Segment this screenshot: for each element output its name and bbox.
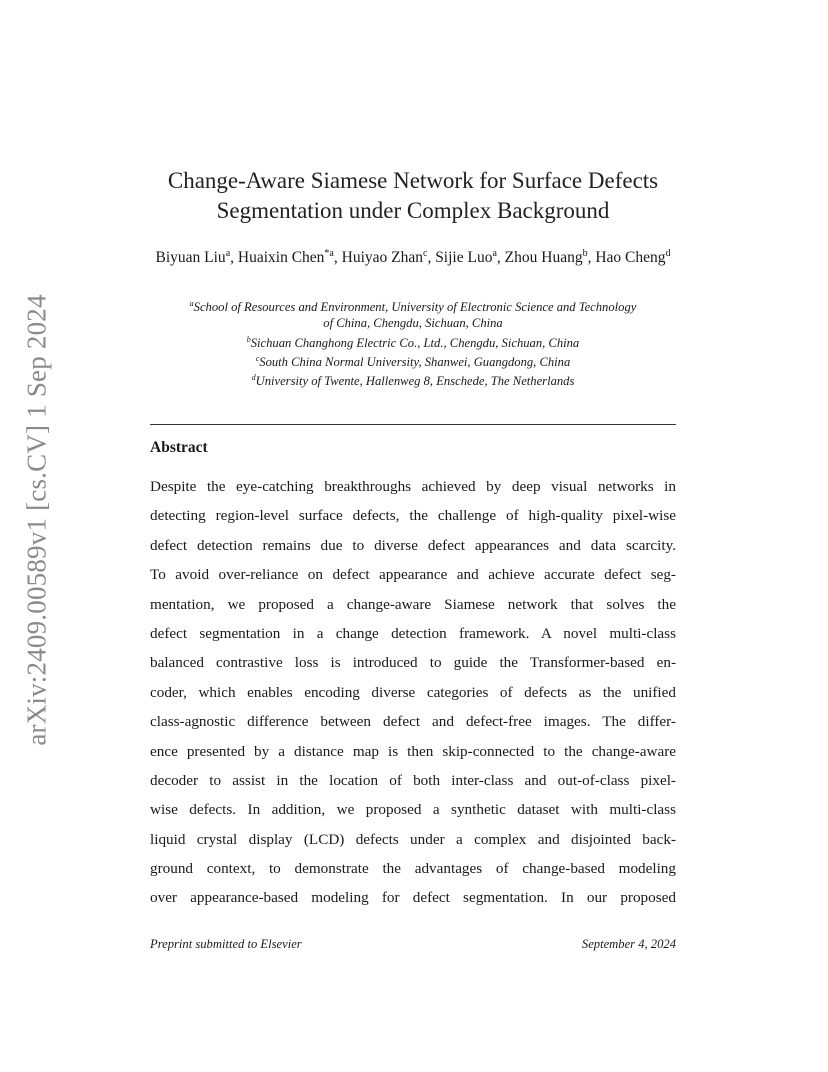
affiliation: $^a$School of Resources and Environment, University of Electronic Science and Technology bbox=[189, 299, 637, 315]
title-line-2: Segmentation under Complex Background bbox=[216, 198, 610, 223]
abstract-line: over appearance-based modeling for defect segmentation. In our proposed bbox=[150, 889, 676, 907]
abstract-line: ground context, to demonstrate the advantages of change-based modeling bbox=[150, 860, 676, 878]
abstract-line: defect detection remains due to diverse defect appearances and data scarcity. bbox=[150, 536, 676, 554]
affiliation-list bbox=[150, 296, 676, 390]
abstract-line: mentation, we proposed a change-aware Siamese network that solves the bbox=[150, 595, 676, 613]
arxiv-stamp bbox=[14, 280, 60, 760]
author-list: Biyuan Liu$^a$, Huaixin Chen$^{*a}$, Huiyao Zhan$^c$, Sijie Luo$^a$, Zhou Huang$^b$, Hao Cheng$^d$ bbox=[155, 248, 671, 267]
title-line-1: Change-Aware Siamese Network for Surface Defects bbox=[167, 168, 659, 193]
footer-submission-note: Preprint submitted to Elsevier bbox=[150, 937, 302, 951]
abstract-heading: Abstract bbox=[150, 439, 208, 456]
affiliation: $^d$University of Twente, Hallenweg 8, Enschede, The Netherlands bbox=[251, 373, 575, 389]
abstract-line: detecting region-level surface defects, the challenge of high-quality pixel-wise bbox=[150, 507, 676, 525]
author: Huiyao Zhan$^c$ bbox=[341, 248, 428, 267]
affiliation: of China, Chengdu, Sichuan, China bbox=[323, 316, 503, 331]
abstract-line: liquid crystal display (LCD) defects under a complex and disjointed back- bbox=[150, 830, 676, 848]
author: Hao Cheng$^d$ bbox=[595, 248, 671, 267]
abstract-line: coder, which enables encoding diverse categories of defects as the unified bbox=[150, 683, 676, 701]
paper-title bbox=[150, 166, 676, 226]
abstract-body bbox=[150, 474, 676, 915]
abstract-line: wise defects. In addition, we proposed a synthetic dataset with multi-class bbox=[150, 801, 676, 819]
abstract-line: defect segmentation in a change detection framework. A novel multi-class bbox=[150, 624, 676, 642]
affiliation: $^c$South China Normal University, Shanwei, Guangdong, China bbox=[255, 353, 571, 370]
author: Biyuan Liu$^a$ bbox=[155, 248, 231, 267]
arxiv-stamp-text: arXiv:2409.00589v1 [cs.CV] 1 Sep 2024 bbox=[21, 294, 52, 746]
abstract-line: class-agnostic difference between defect and defect-free images. The differ- bbox=[150, 713, 676, 731]
section-divider bbox=[150, 424, 676, 425]
footer-date: September 4, 2024 bbox=[581, 937, 676, 951]
author: Sijie Luo$^a$ bbox=[435, 248, 497, 267]
abstract-line: balanced contrastive loss is introduced to guide the Transformer-based en- bbox=[150, 654, 676, 672]
author: Huaixin Chen$^{*a}$ bbox=[237, 248, 334, 267]
abstract-line: To avoid over-reliance on defect appearance and achieve accurate defect seg- bbox=[150, 566, 676, 584]
abstract-line: ence presented by a distance map is then skip-connected to the change-aware bbox=[150, 742, 676, 760]
author: Zhou Huang$^b$ bbox=[504, 248, 588, 267]
abstract-line: Despite the eye-catching breakthroughs achieved by deep visual networks in bbox=[150, 478, 676, 495]
abstract-line: decoder to assist in the location of both inter-class and out-of-class pixel- bbox=[150, 771, 676, 789]
affiliation: $^b$Sichuan Changhong Electric Co., Ltd., Chengdu, Sichuan, China bbox=[246, 334, 580, 350]
